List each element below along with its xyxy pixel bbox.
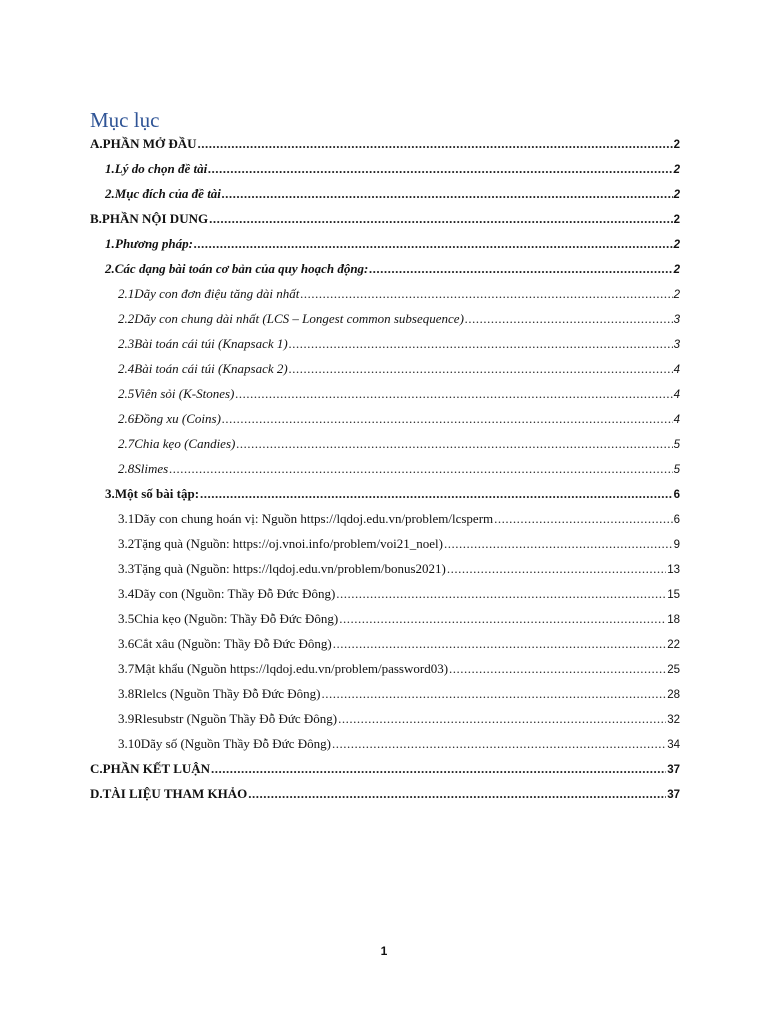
toc-leader: [494, 511, 672, 527]
toc-leader: [200, 486, 673, 502]
toc-entry-number: 2.4: [118, 361, 135, 376]
toc-entry-page: 4: [673, 414, 680, 426]
toc-entry-page: 37: [667, 764, 680, 776]
toc-entry[interactable]: [118, 536, 680, 553]
toc-leader: [336, 586, 666, 602]
toc-entry-number: 3.7: [118, 661, 135, 676]
toc-entry[interactable]: [90, 211, 680, 228]
toc-entry-number: 3.8: [118, 686, 135, 701]
toc-entry-number: 3.1: [118, 511, 135, 526]
toc-entry[interactable]: [118, 736, 680, 753]
toc-entry-page: 5: [673, 464, 680, 476]
toc-entry-number: 3.6: [118, 636, 135, 651]
toc-entry-page: 3: [673, 339, 680, 351]
toc-entry-text: Rlelcs (Nguồn Thầy Đỗ Đức Đông): [134, 686, 321, 701]
toc-entry-text: Các dạng bài toán cơ bản của quy hoạch động:: [114, 261, 369, 276]
toc-entry-number: 3.5: [118, 611, 135, 626]
toc-leader: [198, 136, 673, 152]
toc-leader: [235, 386, 672, 402]
toc-entry-number: 3.2: [118, 536, 135, 551]
toc-entry[interactable]: [118, 411, 680, 428]
toc-entry-number: 2.: [105, 186, 115, 201]
toc-entry[interactable]: [118, 686, 680, 703]
toc-entry[interactable]: [90, 786, 680, 803]
toc-entry-page: 2: [673, 214, 680, 226]
toc-entry-text: Bài toán cái túi (Knapsack 1): [134, 336, 288, 351]
toc-entry-page: 6: [673, 514, 680, 526]
toc-entry-page: 4: [673, 389, 680, 401]
toc-entry[interactable]: [118, 286, 680, 303]
toc-entry[interactable]: [105, 186, 680, 203]
toc-entry-page: 13: [667, 564, 680, 576]
toc-entry-page: 18: [667, 614, 680, 626]
toc-entry-page: 6: [673, 489, 680, 501]
toc-entry-page: 37: [667, 789, 680, 801]
toc-entry-page: 2: [673, 239, 680, 251]
toc-entry-number: 3.10: [118, 736, 141, 751]
toc-entry-page: 2: [673, 289, 680, 301]
toc-entry-text: Chia kẹo (Candies): [134, 436, 236, 451]
toc-entry-text: PHẦN MỞ ĐẦU: [102, 136, 197, 151]
toc-leader: [248, 786, 666, 802]
toc-entry[interactable]: [118, 561, 680, 578]
toc-entry[interactable]: [118, 636, 680, 653]
toc-entry-number: 2.: [105, 261, 115, 276]
toc-entry-number: 2.1: [118, 286, 135, 301]
toc-entry[interactable]: [118, 336, 680, 353]
toc-leader: [211, 761, 666, 777]
toc-entry-text: Bài toán cái túi (Knapsack 2): [134, 361, 288, 376]
toc-leader: [208, 161, 672, 177]
toc-leader: [369, 261, 672, 277]
toc-entry-number: C.: [90, 761, 103, 776]
toc-entry-page: 32: [667, 714, 680, 726]
toc-entry-page: 28: [667, 689, 680, 701]
toc-entry[interactable]: [118, 461, 680, 478]
toc-entry-text: Slimes: [134, 461, 169, 476]
toc-entry-number: 2.8: [118, 461, 135, 476]
toc-title: Mục lục: [90, 108, 160, 132]
toc-entry-text: Đồng xu (Coins): [134, 411, 221, 426]
toc-entry-text: Mật khẩu (Nguồn https://lqdoj.edu.vn/problem/password03): [134, 661, 449, 676]
toc-entry-number: 2.5: [118, 386, 135, 401]
toc-entry-text: Rlesubstr (Nguồn Thầy Đỗ Đức Đông): [134, 711, 338, 726]
toc-entry-text: Chia kẹo (Nguồn: Thầy Đỗ Đức Đông): [134, 611, 339, 626]
toc-entry-text: Phương pháp:: [115, 236, 193, 251]
toc-entry[interactable]: [118, 661, 680, 678]
toc-leader: [169, 461, 672, 477]
toc-leader: [465, 311, 673, 327]
toc-entry[interactable]: [105, 161, 680, 178]
toc-entry-text: Viên sỏi (K-Stones): [134, 386, 235, 401]
toc-entry-page: 5: [673, 439, 680, 451]
toc-leader: [222, 411, 673, 427]
toc-entry[interactable]: [118, 386, 680, 403]
toc-entry[interactable]: [105, 236, 680, 253]
toc-entry-number: 1.: [105, 236, 115, 251]
toc-entry-page: 22: [667, 639, 680, 651]
toc-entry-text: Mục đích của đề tài: [114, 186, 221, 201]
toc-entry-number: 2.6: [118, 411, 135, 426]
toc-entry-number: 1.: [105, 161, 115, 176]
toc-entry-page: 15: [667, 589, 680, 601]
toc-leader: [339, 611, 666, 627]
toc-entry-text: Dãy số (Nguồn Thầy Đỗ Đức Đông): [140, 736, 331, 751]
toc-entry-number: D.: [90, 786, 103, 801]
toc-entry-text: Một số bài tập:: [114, 486, 200, 501]
toc-entry[interactable]: [105, 486, 680, 503]
toc-leader: [289, 336, 673, 352]
toc-leader: [300, 286, 672, 302]
toc-leader: [222, 186, 673, 202]
toc-leader: [322, 686, 667, 702]
toc-entry-text: PHẦN KẾT LUẬN: [102, 761, 211, 776]
toc-entry-number: 2.7: [118, 436, 135, 451]
toc-entry-page: 3: [673, 314, 680, 326]
toc-leader: [209, 211, 673, 227]
toc-entry[interactable]: [90, 761, 680, 778]
toc-entry[interactable]: [90, 136, 680, 153]
toc-entry[interactable]: [118, 361, 680, 378]
toc-entry-text: Tặng quà (Nguồn: https://lqdoj.edu.vn/problem/bonus2021): [134, 561, 446, 576]
toc-entry[interactable]: [118, 711, 680, 728]
toc-leader: [236, 436, 672, 452]
toc-entry-page: 34: [667, 739, 680, 751]
toc-entry-text: Cắt xâu (Nguồn: Thầy Đỗ Đức Đông): [134, 636, 332, 651]
toc-entry-page: 2: [673, 164, 680, 176]
toc-leader: [449, 661, 666, 677]
toc-entry-text: Dãy con đơn điệu tăng dài nhất: [134, 286, 300, 301]
toc-entry[interactable]: [105, 261, 680, 278]
toc-entry-text: Dãy con (Nguồn: Thầy Đỗ Đức Đông): [134, 586, 336, 601]
toc-entry-text: Dãy con chung dài nhất (LCS – Longest common subsequence): [134, 311, 464, 326]
page-number: 1: [380, 944, 388, 958]
toc-entry-text: Dãy con chung hoán vị: Nguồn https://lqdoj.edu.vn/problem/lcsperm: [134, 511, 494, 526]
toc-entry-page: 2: [673, 189, 680, 201]
toc-entry-page: 2: [673, 139, 680, 151]
toc-entry-number: 3.9: [118, 711, 135, 726]
toc-entry[interactable]: [118, 611, 680, 628]
toc-entry-page: 25: [667, 664, 680, 676]
toc-leader: [332, 736, 666, 752]
toc-entry-page: 4: [673, 364, 680, 376]
toc-entry-text: TÀI LIỆU THAM KHẢO: [102, 786, 248, 801]
toc-leader: [194, 236, 673, 252]
toc-entry-number: 2.3: [118, 336, 135, 351]
toc-entry-number: B.: [90, 211, 102, 226]
toc-leader: [444, 536, 673, 552]
toc-entry-text: PHẦN NỘI DUNG: [101, 211, 209, 226]
toc-leader: [338, 711, 666, 727]
toc-entry-text: Lý do chọn đề tài: [114, 161, 208, 176]
toc-leader: [289, 361, 673, 377]
toc-entry-number: 3.4: [118, 586, 135, 601]
toc-leader: [333, 636, 667, 652]
toc-entry-number: A.: [90, 136, 103, 151]
toc-entry[interactable]: [118, 311, 680, 328]
toc-entry-page: 9: [673, 539, 680, 551]
toc-entry-number: 2.2: [118, 311, 135, 326]
toc-entry[interactable]: [118, 436, 680, 453]
toc-leader: [447, 561, 666, 577]
toc-entry-number: 3.: [105, 486, 115, 501]
toc-entry-text: Tặng quà (Nguồn: https://oj.vnoi.info/problem/voi21_noel): [134, 536, 443, 551]
toc-entry[interactable]: [118, 586, 680, 603]
toc-entry-page: 2: [673, 264, 680, 276]
toc-entry-number: 3.3: [118, 561, 135, 576]
toc-entry[interactable]: [118, 511, 680, 528]
